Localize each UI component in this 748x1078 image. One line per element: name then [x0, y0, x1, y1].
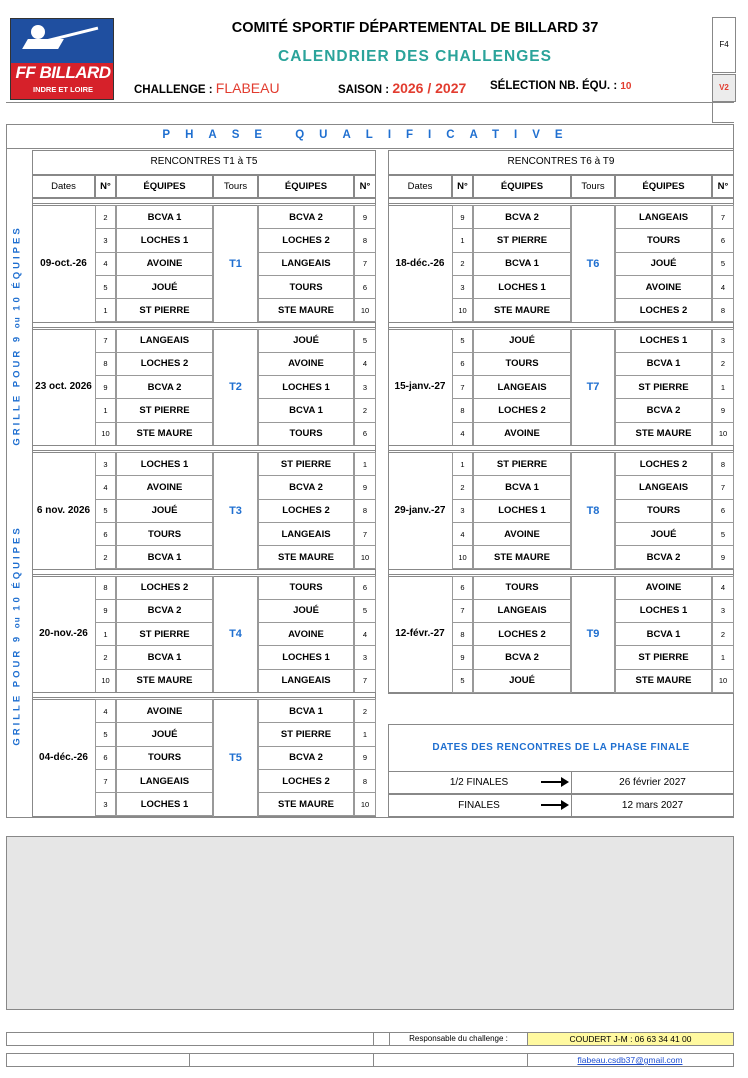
round-tour: T1 — [213, 205, 258, 323]
team-name: ST PIERRE — [473, 452, 571, 476]
round-date: 20-nov.-26 — [39, 628, 88, 640]
header-equipes: ÉQUIPES — [615, 175, 712, 198]
round-tour: T6 — [571, 205, 615, 323]
team-name: LANGEAIS — [258, 522, 354, 546]
team-name: LOCHES 1 — [473, 499, 571, 523]
team-name: LANGEAIS — [473, 375, 571, 399]
team-number: 1 — [95, 398, 116, 422]
team-number: 2 — [354, 699, 376, 723]
team-name: LOCHES 1 — [258, 375, 354, 399]
team-name: AVOINE — [116, 699, 213, 723]
final-row-date: 12 mars 2027 — [571, 795, 733, 816]
team-number: 8 — [354, 769, 376, 793]
team-number: 3 — [712, 599, 734, 623]
team-name: STE MAURE — [116, 669, 213, 693]
team-name: LANGEAIS — [258, 252, 354, 276]
team-number: 8 — [452, 622, 473, 646]
team-name: LOCHES 2 — [615, 298, 712, 322]
team-name: ST PIERRE — [473, 228, 571, 252]
selection-line — [490, 80, 631, 92]
team-number: 5 — [354, 599, 376, 623]
page-subtitle: CALENDRIER DES CHALLENGES — [278, 48, 552, 65]
team-number: 7 — [712, 205, 734, 229]
team-name: ST PIERRE — [615, 645, 712, 669]
team-name: BCVA 2 — [615, 398, 712, 422]
team-name: ST PIERRE — [258, 722, 354, 746]
team-name: TOURS — [258, 422, 354, 446]
team-name: BCVA 1 — [116, 545, 213, 569]
team-name: BCVA 1 — [473, 252, 571, 276]
round-tour: T3 — [213, 452, 258, 570]
challenge-value: FLABEAU — [215, 80, 280, 96]
team-name: ST PIERRE — [258, 452, 354, 476]
team-name: STE MAURE — [473, 298, 571, 322]
round-tour: T2 — [213, 329, 258, 447]
team-name: TOURS — [258, 576, 354, 600]
team-number: 4 — [354, 622, 376, 646]
team-number: 5 — [354, 329, 376, 353]
team-name: LANGEAIS — [116, 769, 213, 793]
team-number: 1 — [95, 622, 116, 646]
round-tour: T8 — [571, 452, 615, 570]
team-number: 8 — [712, 298, 734, 322]
finals-title: DATES DES RENCONTRES DE LA PHASE FINALE — [432, 742, 690, 753]
team-number: 5 — [95, 722, 116, 746]
final-row-label: 1/2 FINALES — [449, 777, 509, 788]
team-name: LANGEAIS — [615, 205, 712, 229]
team-number: 5 — [712, 252, 734, 276]
team-name: BCVA 2 — [473, 205, 571, 229]
team-name: ST PIERRE — [615, 375, 712, 399]
team-number: 5 — [95, 499, 116, 523]
team-number: 1 — [452, 228, 473, 252]
team-number: 2 — [354, 398, 376, 422]
header-equipes: ÉQUIPES — [258, 175, 354, 198]
round-tour: T4 — [213, 576, 258, 694]
team-number: 10 — [354, 545, 376, 569]
team-number: 7 — [95, 769, 116, 793]
team-name: BCVA 1 — [615, 352, 712, 376]
team-name: STE MAURE — [615, 669, 712, 693]
saison-label: SAISON : — [338, 84, 390, 96]
team-number: 2 — [95, 645, 116, 669]
team-name: LOCHES 1 — [258, 645, 354, 669]
team-name: JOUÉ — [615, 252, 712, 276]
team-number: 7 — [452, 375, 473, 399]
team-number: 9 — [354, 746, 376, 770]
team-name: TOURS — [116, 522, 213, 546]
team-name: STE MAURE — [258, 792, 354, 816]
team-name: LOCHES 1 — [116, 228, 213, 252]
team-number: 5 — [452, 669, 473, 693]
team-number: 8 — [95, 576, 116, 600]
team-number: 8 — [354, 228, 376, 252]
header-dates: Dates — [32, 175, 95, 198]
team-name: LOCHES 2 — [473, 398, 571, 422]
team-number: 10 — [354, 298, 376, 322]
team-number: 9 — [452, 205, 473, 229]
team-number: 10 — [354, 792, 376, 816]
team-name: JOUÉ — [116, 275, 213, 299]
team-name: JOUÉ — [258, 329, 354, 353]
team-name: BCVA 2 — [615, 545, 712, 569]
team-name: BCVA 1 — [615, 622, 712, 646]
team-name: JOUÉ — [615, 522, 712, 546]
separator — [32, 198, 376, 204]
team-name: JOUÉ — [116, 722, 213, 746]
round-date: 29-janv.-27 — [394, 504, 446, 516]
round-tour: T5 — [213, 699, 258, 817]
footer-email — [6, 1053, 734, 1067]
team-name: BCVA 2 — [116, 599, 213, 623]
team-number: 6 — [354, 576, 376, 600]
team-name: JOUÉ — [116, 499, 213, 523]
team-number: 3 — [354, 645, 376, 669]
arrow-right-icon — [541, 776, 571, 788]
team-number: 9 — [354, 205, 376, 229]
block-title: RENCONTRES T1 à T5 — [150, 156, 258, 167]
final-row-final — [388, 794, 734, 817]
team-name: AVOINE — [258, 352, 354, 376]
team-number: 9 — [95, 375, 116, 399]
team-number: 3 — [712, 329, 734, 353]
team-name: TOURS — [473, 352, 571, 376]
team-name: AVOINE — [116, 475, 213, 499]
team-number: 10 — [95, 669, 116, 693]
team-number: 4 — [95, 252, 116, 276]
saison-line — [338, 80, 466, 96]
final-row-label: FINALES — [458, 800, 500, 811]
team-number: 1 — [712, 375, 734, 399]
final-row-date: 26 février 2027 — [571, 772, 733, 793]
team-name: ST PIERRE — [116, 622, 213, 646]
team-name: LOCHES 1 — [473, 275, 571, 299]
team-number: 6 — [354, 275, 376, 299]
team-number: 1 — [452, 452, 473, 476]
round-date: 12-févr.-27 — [395, 628, 445, 640]
team-number: 3 — [452, 499, 473, 523]
team-number: 9 — [95, 599, 116, 623]
separator — [388, 322, 734, 328]
team-name: AVOINE — [615, 576, 712, 600]
responsable-label: Responsable du challenge : — [389, 1033, 527, 1045]
header-num: N° — [712, 175, 734, 198]
team-name: LOCHES 1 — [615, 599, 712, 623]
team-name: JOUÉ — [473, 669, 571, 693]
team-number: 10 — [95, 422, 116, 446]
header-num: N° — [452, 175, 473, 198]
team-number: 2 — [452, 475, 473, 499]
team-number: 2 — [452, 252, 473, 276]
separator — [388, 569, 734, 575]
header-num: N° — [95, 175, 116, 198]
block-title: RENCONTRES T6 à T9 — [507, 156, 615, 167]
team-number: 2 — [95, 205, 116, 229]
team-number: 8 — [95, 352, 116, 376]
team-number: 7 — [354, 252, 376, 276]
team-name: LOCHES 2 — [116, 352, 213, 376]
separator — [32, 445, 376, 451]
team-number: 8 — [712, 452, 734, 476]
code-v2: V2 — [712, 74, 736, 102]
team-name: JOUÉ — [473, 329, 571, 353]
team-number: 7 — [712, 475, 734, 499]
team-name: LOCHES 2 — [473, 622, 571, 646]
separator — [388, 198, 734, 204]
team-name: TOURS — [615, 499, 712, 523]
round-date: 15-janv.-27 — [394, 381, 446, 393]
team-number: 5 — [712, 522, 734, 546]
team-number: 10 — [712, 669, 734, 693]
team-number: 2 — [712, 622, 734, 646]
round-date: 6 nov. 2026 — [36, 504, 91, 516]
header-equipes: ÉQUIPES — [116, 175, 213, 198]
team-number: 5 — [452, 329, 473, 353]
phase-title: PHASE QUALIFICATIVE — [162, 129, 578, 141]
challenge-line — [134, 80, 280, 96]
team-name: JOUÉ — [258, 599, 354, 623]
team-number: 8 — [452, 398, 473, 422]
header-equipes: ÉQUIPES — [473, 175, 571, 198]
responsable-contact: COUDERT J-M : 06 63 34 41 00 — [527, 1033, 733, 1045]
team-name: TOURS — [473, 576, 571, 600]
team-name: LANGEAIS — [116, 329, 213, 353]
team-number: 3 — [354, 375, 376, 399]
team-number: 4 — [712, 576, 734, 600]
round-date: 09-oct.-26 — [40, 257, 87, 269]
team-number: 8 — [354, 499, 376, 523]
team-number: 6 — [712, 228, 734, 252]
team-name: LOCHES 1 — [116, 792, 213, 816]
team-name: BCVA 2 — [473, 645, 571, 669]
team-number: 4 — [354, 352, 376, 376]
team-name: LOCHES 2 — [258, 769, 354, 793]
team-name: AVOINE — [473, 422, 571, 446]
team-number: 7 — [354, 669, 376, 693]
team-number: 2 — [712, 352, 734, 376]
team-number: 6 — [452, 576, 473, 600]
team-number: 6 — [712, 499, 734, 523]
team-name: LOCHES 1 — [116, 452, 213, 476]
team-name: STE MAURE — [258, 545, 354, 569]
team-number: 4 — [712, 275, 734, 299]
team-name: BCVA 2 — [258, 746, 354, 770]
team-name: ST PIERRE — [116, 298, 213, 322]
team-name: TOURS — [258, 275, 354, 299]
team-name: STE MAURE — [615, 422, 712, 446]
team-name: LOCHES 2 — [258, 228, 354, 252]
team-number: 7 — [95, 329, 116, 353]
logo-text: FF BILLARD — [15, 63, 111, 82]
team-number: 4 — [452, 522, 473, 546]
team-name: AVOINE — [116, 252, 213, 276]
team-name: LOCHES 1 — [615, 329, 712, 353]
page-title: COMITÉ SPORTIF DÉPARTEMENTAL DE BILLARD 37 — [231, 20, 599, 36]
team-name: BCVA 1 — [116, 645, 213, 669]
team-name: STE MAURE — [258, 298, 354, 322]
round-tour: T7 — [571, 329, 615, 447]
ff-billard-logo — [10, 18, 114, 100]
team-number: 1 — [95, 298, 116, 322]
team-number: 2 — [95, 545, 116, 569]
team-number: 6 — [354, 422, 376, 446]
separator — [32, 569, 376, 575]
arrow-right-icon — [541, 799, 571, 811]
team-name: STE MAURE — [473, 545, 571, 569]
selection-label: SÉLECTION NB. ÉQU. : — [490, 80, 618, 92]
logo-subtext: INDRE ET LOIRE — [32, 85, 93, 94]
team-number: 3 — [452, 275, 473, 299]
team-name: LANGEAIS — [473, 599, 571, 623]
team-number: 6 — [95, 522, 116, 546]
team-number: 9 — [354, 475, 376, 499]
team-number: 10 — [712, 422, 734, 446]
round-date: 04-déc.-26 — [39, 751, 88, 763]
team-number: 4 — [452, 422, 473, 446]
footer-responsable — [6, 1032, 734, 1046]
team-name: AVOINE — [258, 622, 354, 646]
team-number: 6 — [95, 746, 116, 770]
team-name: LOCHES 2 — [258, 499, 354, 523]
header-tours: Tours — [571, 175, 615, 198]
team-name: STE MAURE — [116, 422, 213, 446]
final-row-semi — [388, 771, 734, 794]
team-name: BCVA 1 — [473, 475, 571, 499]
side-label-bottom: GRILLE POUR 9 ou 10 ÉQUIPES — [11, 524, 23, 746]
email-link[interactable]: flabeau.csdb37@gmail.com — [577, 1055, 683, 1065]
team-name: AVOINE — [615, 275, 712, 299]
team-number: 5 — [95, 275, 116, 299]
team-number: 4 — [95, 699, 116, 723]
team-number: 9 — [452, 645, 473, 669]
header-dates: Dates — [388, 175, 452, 198]
team-number: 1 — [712, 645, 734, 669]
header-num: N° — [354, 175, 376, 198]
team-name: BCVA 2 — [116, 375, 213, 399]
side-label-top: GRILLE POUR 9 ou 10 ÉQUIPES — [11, 224, 23, 446]
team-name: BCVA 1 — [258, 398, 354, 422]
team-number: 3 — [95, 452, 116, 476]
team-name: LOCHES 2 — [615, 452, 712, 476]
team-number: 3 — [95, 792, 116, 816]
separator — [32, 692, 376, 698]
team-number: 9 — [712, 545, 734, 569]
team-name: AVOINE — [473, 522, 571, 546]
team-name: LOCHES 2 — [116, 576, 213, 600]
team-number: 3 — [95, 228, 116, 252]
team-number: 9 — [712, 398, 734, 422]
team-number: 10 — [452, 545, 473, 569]
team-number: 7 — [354, 522, 376, 546]
team-name: BCVA 2 — [258, 475, 354, 499]
team-number: 10 — [452, 298, 473, 322]
selection-value: 10 — [620, 81, 632, 92]
round-date: 18-déc.-26 — [395, 257, 445, 269]
team-number: 1 — [354, 452, 376, 476]
team-name: TOURS — [116, 746, 213, 770]
team-name: BCVA 2 — [258, 205, 354, 229]
team-number: 4 — [95, 475, 116, 499]
team-name: BCVA 1 — [116, 205, 213, 229]
team-name: LANGEAIS — [615, 475, 712, 499]
separator — [32, 322, 376, 328]
team-name: LANGEAIS — [258, 669, 354, 693]
code-f4: F4 — [712, 17, 736, 73]
team-name: BCVA 1 — [258, 699, 354, 723]
team-name: TOURS — [615, 228, 712, 252]
notes-area — [6, 836, 734, 1010]
round-tour: T9 — [571, 576, 615, 694]
round-date: 23 oct. 2026 — [35, 381, 92, 393]
header-tours: Tours — [213, 175, 258, 198]
team-number: 6 — [452, 352, 473, 376]
saison-value: 2026 / 2027 — [392, 80, 467, 96]
challenge-label: CHALLENGE : — [134, 84, 213, 96]
team-number: 1 — [354, 722, 376, 746]
team-number: 7 — [452, 599, 473, 623]
separator — [388, 445, 734, 451]
team-name: ST PIERRE — [116, 398, 213, 422]
